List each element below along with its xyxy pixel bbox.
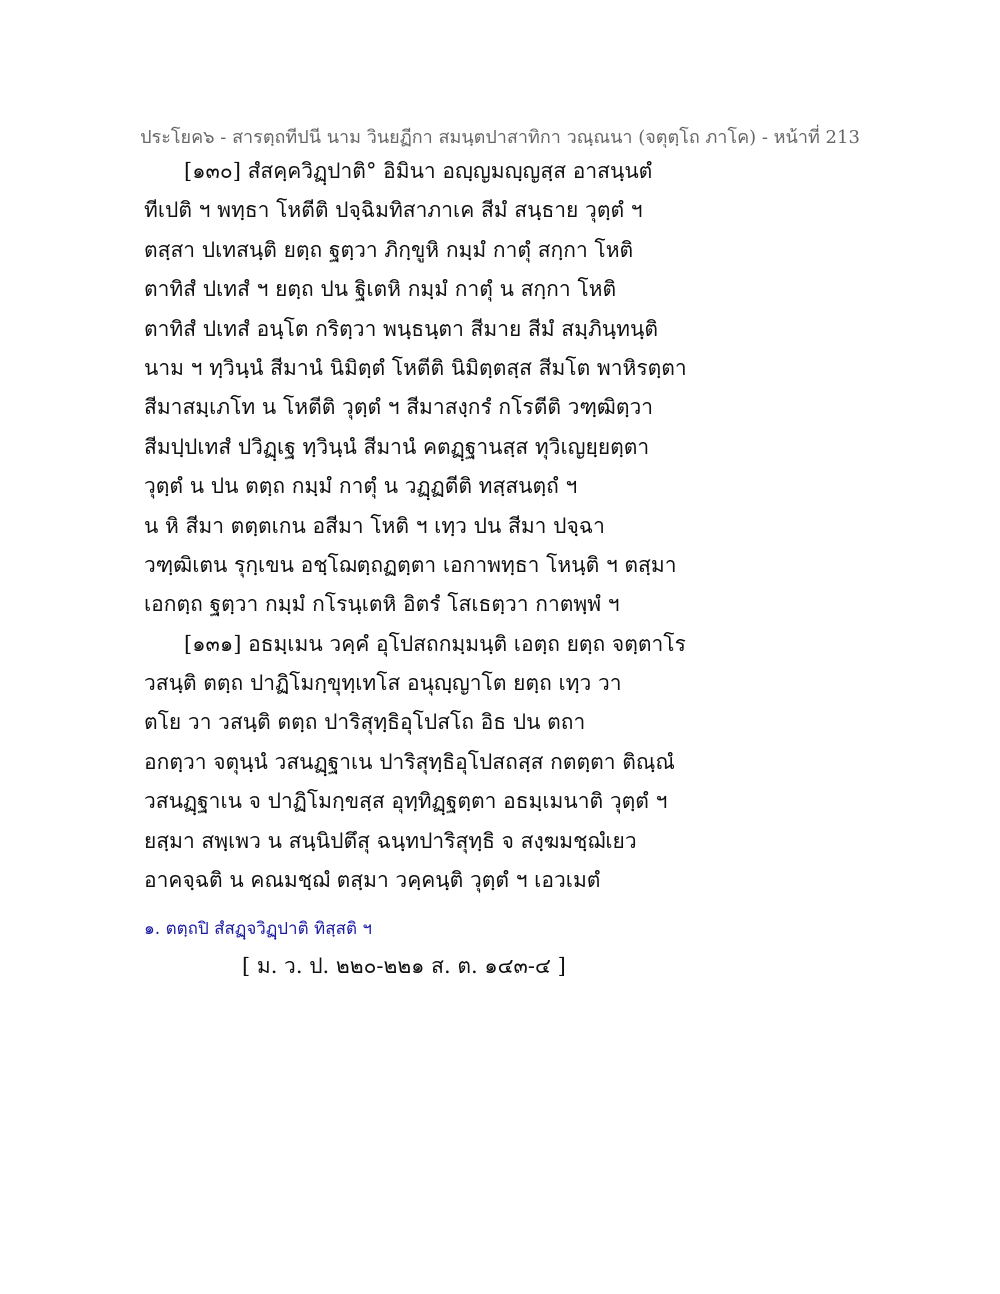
body-text xyxy=(144,152,864,900)
paragraph-131-line-1: [๑๓๑] อธมฺเมน วคฺคํ อุโปสถกมฺมนฺติ เอตฺถ ยตฺถ จตฺตาโร xyxy=(184,631,686,656)
body-line: สีมาสมฺเภโท น โหตีติ วุตฺตํ ฯ สีมาสงฺกรํ กโรตีติ วฑฺฒิตฺวา xyxy=(144,395,654,420)
body-line: อาคจฺฉติ น คณมชฺฌํ ตสฺมา วคฺคนฺติ วุตฺตํ ฯ เอวเมตํ xyxy=(144,868,601,893)
body-line: ยสฺมา สพฺเพว น สนฺนิปตึสุ ฉนฺทปาริสุทฺธิ จ สงฺฆมชฺฌํเยว xyxy=(144,828,637,853)
body-line: นาม ฯ ทฺวินฺนํ สีมานํ นิมิตฺตํ โหตีติ นิมิตฺตสฺส สีมโต พาหิรตฺตา xyxy=(144,355,687,380)
footnote: ๑. ตตฺถปิ สํสฏฺจวิฏฺปาติ ทิสฺสติ ฯ xyxy=(144,919,372,939)
body-line: อกตฺวา จตุนฺนํ วสนฏฺฐาเน ปาริสุทฺธิอุโปสถสฺส กตตฺตา ติณฺณํ xyxy=(144,749,675,774)
body-line: ตโย วา วสนฺติ ตตฺถ ปาริสุทฺธิอุโปสโถ อิธ ปน ตถา xyxy=(144,710,586,735)
body-line: น หิ สีมา ตตฺตเกน อสีมา โหติ ฯ เทฺว ปน สีมา ปจฺฉา xyxy=(144,513,605,538)
body-line: ตาทิสํ ปเทสํ อนฺโต กริตฺวา พนฺธนฺตา สีมาย สีมํ สมฺภินฺทนฺติ xyxy=(144,316,658,341)
page-header: ประโยค๖ - สารตฺถทีปนี นาม วินยฏีกา สมนฺตปาสาทิกา วณฺณนา (จตุตฺโถ ภาโค) - หน้าที่ 213 xyxy=(140,127,860,148)
body-line: วสนฏฺฐาเน จ ปาฏิโมกฺขสฺส อุทฺทิฏฺฐตฺตา อธมฺเมนาติ วุตฺตํ ฯ xyxy=(144,789,668,814)
body-line: วสนฺติ ตตฺถ ปาฏิโมกฺขุทฺเทโส อนุญฺญาโต ยตฺถ เทฺว วา xyxy=(144,671,622,696)
body-line: ตสฺสา ปเทสนฺติ ยตฺถ ฐตฺวา ภิกฺขูหิ กมฺมํ กาตุํ สกฺกา โหติ xyxy=(144,237,634,262)
body-line: วฑฺฒิเตน รุกฺเขน อชฺโฌตฺถฏตฺตา เอกาพทฺธา โหนฺติ ฯ ตสฺมา xyxy=(144,552,677,577)
source-reference: [ ม. ว. ป. ๒๒๐-๒๒๑ ส. ต. ๑๔๓-๔ ] xyxy=(242,954,566,978)
body-line: วุตฺตํ น ปน ตตฺถ กมฺมํ กาตุํ น วฏฺฏตีติ ทสฺสนตฺถํ ฯ xyxy=(144,474,578,499)
paragraph-130-line-1: [๑๓๐] สํสคฺควิฏฺปาติ° อิมินา อญฺญมญฺญสฺส อาสนฺนตํ xyxy=(184,159,653,183)
body-line: ตาทิสํ ปเทสํ ฯ ยตฺถ ปน ฐิเตหิ กมฺมํ กาตุํ น สกฺกา โหติ xyxy=(144,277,617,302)
body-line: เอกตฺถ ฐตฺวา กมฺมํ กโรนฺเตหิ อิตรํ โสเธตฺวา กาตพฺพํ ฯ xyxy=(144,592,620,617)
body-line: ทีเปติ ฯ พทฺธา โหตีติ ปจฺฉิมทิสาภาเค สีมํ สนฺธาย วุตฺตํ ฯ xyxy=(144,198,643,223)
body-line: สีมปฺปเทสํ ปวิฏฺเฐ ทฺวินฺนํ สีมานํ คตฏฺฐานสฺส ทุวิเญยฺยตฺตา xyxy=(144,434,650,459)
